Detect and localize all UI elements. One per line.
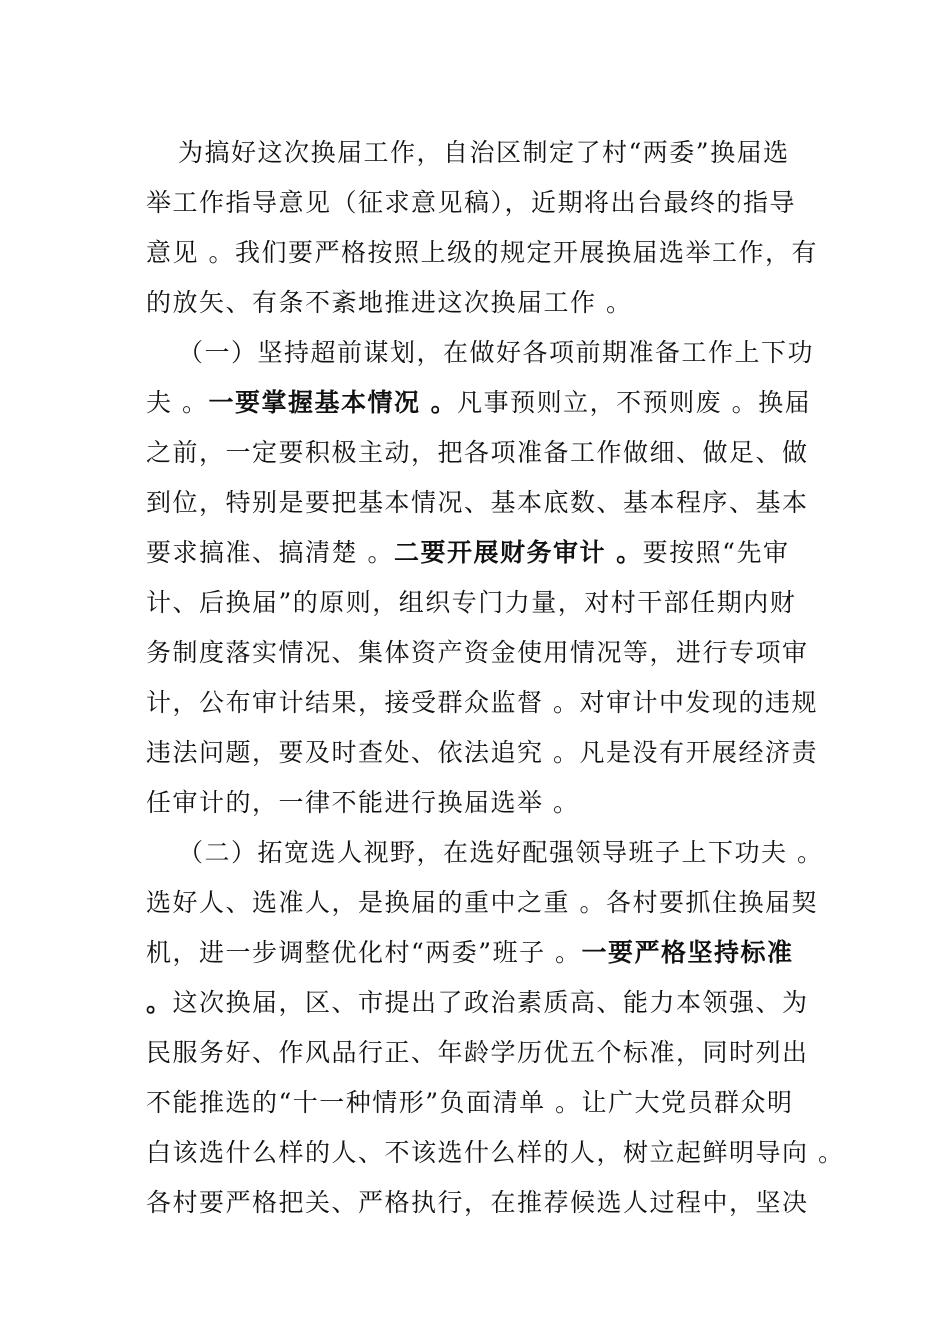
text-segment: （二）拓宽选人视野，在选好配强领导班子上下功夫 。 xyxy=(178,838,824,867)
text-segment: 意见 。我们要严格按照上级的规定开展换届选举工作，有 xyxy=(146,238,818,267)
text-line xyxy=(146,686,836,720)
text-line xyxy=(146,1036,836,1070)
text-line xyxy=(146,586,836,620)
text-line xyxy=(146,886,836,920)
text-segment: 的放矢、有条不紊地推进这次换届工作 。 xyxy=(146,288,633,317)
text-segment: 之前，一定要积极主动，把各项准备工作做细、做足、做 xyxy=(146,438,809,467)
text-segment: 任审计的，一律不能进行换届选举 。 xyxy=(146,788,580,817)
text-line xyxy=(146,436,836,470)
text-segment: 白该选什么样的人、不该选什么样的人，树立起鲜明导向 。 xyxy=(146,1138,845,1167)
text-segment: 要按照“先审 xyxy=(642,538,790,567)
text-segment: 要求搞准、搞清楚 。 xyxy=(146,538,394,567)
text-segment: 为搞好这次换届工作，自治区制定了村“两委”换届选 xyxy=(178,138,790,167)
bold-heading: 一要严格坚持标准 xyxy=(581,938,794,967)
text-segment: 务制度落实情况、集体资产资金使用情况等，进行专项审 xyxy=(146,638,809,667)
text-segment: 举工作指导意见（征求意见稿），近期将出台最终的指导 xyxy=(146,188,797,217)
text-segment: 违法问题，要及时查处、依法追究 。凡是没有开展经济责 xyxy=(146,738,818,767)
text-segment: 夫 。 xyxy=(146,388,209,417)
text-line xyxy=(146,536,836,570)
text-segment: （一）坚持超前谋划，在做好各项前期准备工作上下功 xyxy=(178,338,815,367)
text-segment: 选好人、选准人，是换届的重中之重 。各村要抓住换届契 xyxy=(146,888,818,917)
bold-heading: 。 xyxy=(146,988,173,1017)
bold-heading: 一要掌握基本情况 。 xyxy=(208,388,458,417)
text-line xyxy=(146,936,836,970)
text-line xyxy=(178,836,868,870)
text-line xyxy=(146,786,836,820)
text-segment: 这次换届，区、市提出了政治素质高、能力本领强、为 xyxy=(172,988,809,1017)
text-line xyxy=(146,486,836,520)
text-line xyxy=(146,986,836,1020)
text-segment: 计、后换届”的原则，组织专门力量，对村干部任期内财 xyxy=(146,588,797,617)
text-segment: 民服务好、作风品行正、年龄学历优五个标准，同时列出 xyxy=(146,1038,809,1067)
text-line xyxy=(146,1086,836,1120)
text-segment: 各村要严格把关、严格执行，在推荐候选人过程中，坚决 xyxy=(146,1188,809,1217)
text-line xyxy=(146,386,836,420)
bold-heading: 二要开展财务审计 。 xyxy=(393,538,643,567)
text-segment: 计，公布审计结果，接受群众监督 。对审计中发现的违规 xyxy=(146,688,818,717)
text-line xyxy=(146,286,836,320)
text-line xyxy=(146,636,836,670)
text-segment: 不能推选的“十一种情形”负面清单 。让广大党员群众明 xyxy=(146,1088,794,1117)
text-line xyxy=(146,736,836,770)
text-line xyxy=(178,136,868,170)
text-segment: 机，进一步调整优化村“两委”班子 。 xyxy=(146,938,582,967)
text-line xyxy=(146,236,836,270)
text-line xyxy=(146,1186,836,1220)
text-segment: 凡事预则立，不预则废 。换届 xyxy=(457,388,812,417)
text-line xyxy=(178,336,868,370)
text-segment: 到位，特别是要把基本情况、基本底数、基本程序、基本 xyxy=(146,488,809,517)
text-line xyxy=(146,186,836,220)
text-line xyxy=(146,1136,845,1170)
